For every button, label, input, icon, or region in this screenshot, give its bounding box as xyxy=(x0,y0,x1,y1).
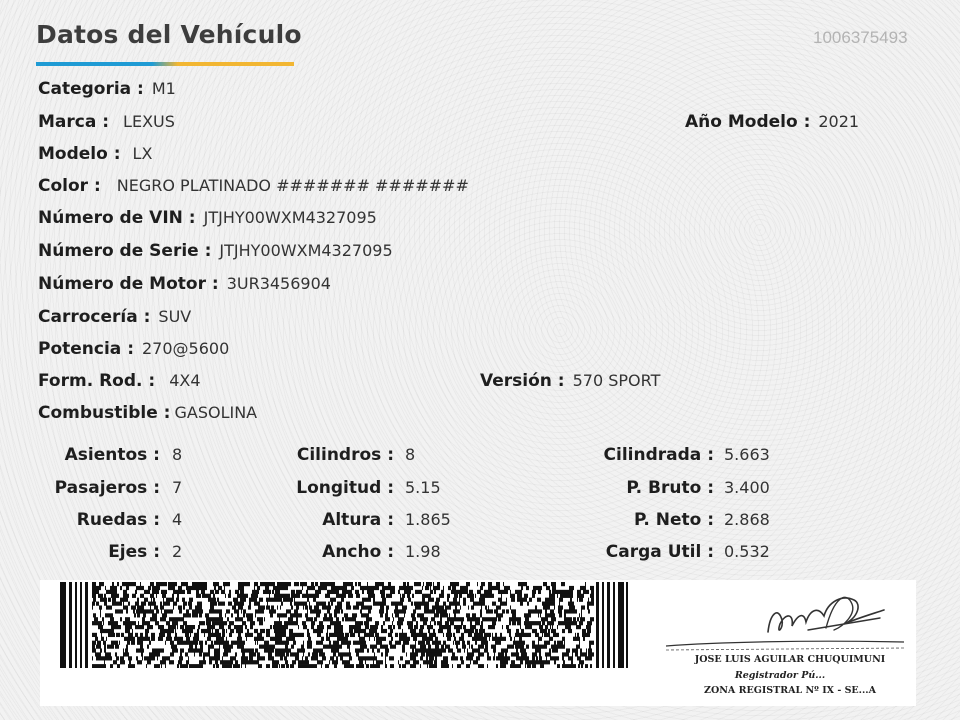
spec-label-longitud: Longitud : xyxy=(296,478,394,498)
spec-label-cilindros: Cilindros : xyxy=(296,445,394,465)
field-anio-modelo xyxy=(685,112,859,132)
field-label: Versión : xyxy=(480,371,565,391)
field-value: GASOLINA xyxy=(174,403,258,422)
registry-zone: ZONA REGISTRAL Nº IX - SE...A xyxy=(704,685,876,696)
signatory-name: JOSE LUIS AGUILAR CHUQUIMUNI xyxy=(694,654,886,665)
field-label: Marca : xyxy=(38,112,110,132)
spec-value-cilindrada: 5.663 xyxy=(724,445,770,464)
field-value: 270@5600 xyxy=(142,339,230,358)
field-version xyxy=(480,371,660,391)
field-label: Potencia : xyxy=(38,339,134,359)
field-serie xyxy=(38,241,393,261)
spec-value-asientos: 8 xyxy=(172,445,183,464)
field-value: 3UR3456904 xyxy=(226,274,331,293)
spec-value-p-bruto: 3.400 xyxy=(724,478,770,497)
pdf417-barcode xyxy=(60,582,628,668)
spec-value-p-neto: 2.868 xyxy=(724,510,770,529)
field-value: NEGRO PLATINADO ####### ####### xyxy=(116,176,469,195)
field-label: Modelo : xyxy=(38,144,121,164)
spec-value-longitud: 5.15 xyxy=(405,478,441,497)
spec-label-p-neto: P. Neto : xyxy=(634,510,714,530)
field-value: 4X4 xyxy=(169,371,201,390)
spec-label-asientos: Asientos : xyxy=(64,445,160,465)
spec-value-cilindros: 8 xyxy=(405,445,416,464)
field-label: Form. Rod. : xyxy=(38,371,156,391)
field-marca xyxy=(38,112,175,132)
field-label: Número de Motor : xyxy=(38,274,219,294)
field-categoria xyxy=(38,79,176,99)
spec-label-ejes: Ejes : xyxy=(108,542,160,562)
field-value: LEXUS xyxy=(123,112,175,131)
spec-label-cilindrada: Cilindrada : xyxy=(603,445,714,465)
field-color xyxy=(38,176,469,196)
spec-label-altura: Altura : xyxy=(322,510,394,530)
field-label: Año Modelo : xyxy=(685,112,811,132)
field-label: Número de Serie : xyxy=(38,241,212,261)
spec-label-p-bruto: P. Bruto : xyxy=(626,478,714,498)
field-value: 2021 xyxy=(818,112,860,131)
field-label: Color : xyxy=(38,176,101,196)
spec-label-carga-util: Carga Util : xyxy=(605,542,714,562)
field-motor xyxy=(38,274,331,294)
field-value: LX xyxy=(132,144,153,163)
spec-value-pasajeros: 7 xyxy=(172,478,183,497)
spec-value-carga-util: 0.532 xyxy=(724,542,770,561)
field-value: M1 xyxy=(151,79,176,98)
signatory-role: Registrador Pú... xyxy=(734,670,826,681)
field-form-rod xyxy=(38,371,201,391)
field-vin xyxy=(38,208,377,228)
field-value: SUV xyxy=(158,307,192,326)
field-label: Combustible : xyxy=(38,403,171,423)
spec-value-ancho: 1.98 xyxy=(405,542,441,561)
signature-block xyxy=(658,584,910,704)
field-potencia xyxy=(38,339,229,359)
field-modelo xyxy=(38,144,152,164)
spec-label-pasajeros: Pasajeros : xyxy=(54,478,160,498)
field-value: JTJHY00WXM4327095 xyxy=(219,241,393,260)
field-value: 570 SPORT xyxy=(572,371,661,390)
title-underline xyxy=(36,62,294,66)
field-carroceria xyxy=(38,307,191,327)
spec-value-ruedas: 4 xyxy=(172,510,183,529)
field-label: Carrocería : xyxy=(38,307,151,327)
spec-label-ruedas: Ruedas : xyxy=(76,510,160,530)
field-value: JTJHY00WXM4327095 xyxy=(203,208,377,227)
page-title: Datos del Vehículo xyxy=(36,20,302,49)
spec-label-ancho: Ancho : xyxy=(322,542,394,562)
spec-value-ejes: 2 xyxy=(172,542,183,561)
field-combustible xyxy=(38,403,257,423)
spec-value-altura: 1.865 xyxy=(405,510,451,529)
field-label: Número de VIN : xyxy=(38,208,196,228)
field-label: Categoria : xyxy=(38,79,144,99)
document-number: 1006375493 xyxy=(813,28,908,47)
handwritten-signature xyxy=(658,584,910,656)
